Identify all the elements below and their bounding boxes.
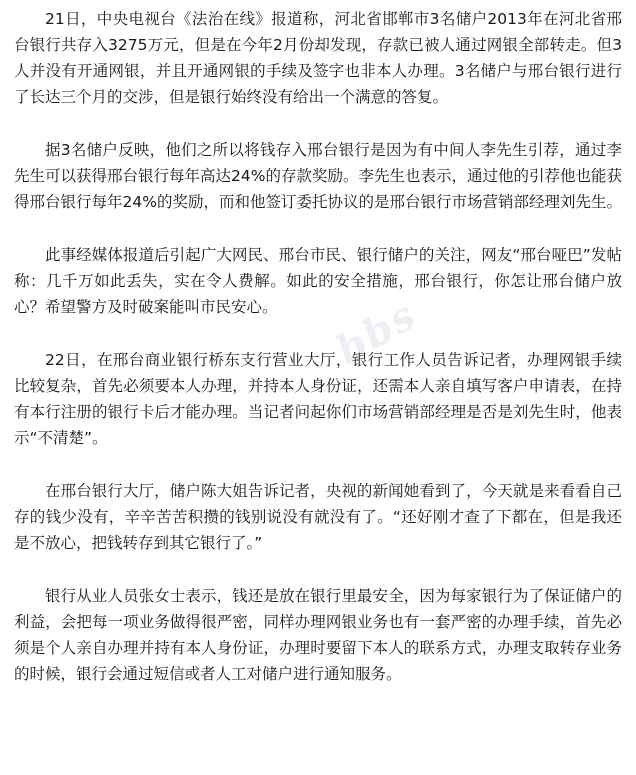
article-paragraph-2: 据3名储户反映，他们之所以将钱存入邢台银行是因为有中间人李先生引荐，通过李先生可以获得邢台银行每年高达24%的存款奖励。李先生也表示，通过他的引荐他也能获得邢台银行每年24%的奖励，而和他签订委托协议的是邢台银行市场营销部经理刘先生。 (14, 141, 622, 211)
article-paragraph-3: 此事经媒体报道后引起广大网民、邢台市民、银行储户的关注，网友“邢台哑巴”发帖称：几千万如此丢失，实在令人费解。如此的安全措施，邢台银行，你怎让邢台储户放心？希望警方及时破案能叫市民安心。 (14, 246, 622, 316)
article-paragraph-5: 在邢台银行大厅，储户陈大姐告诉记者，央视的新闻她看到了，今天就是来看看自己存的钱少没有，辛辛苦苦积攒的钱别说没有就没有了。“还好刚才查了下都在，但是我还是不放心，把钱转存到其它银行了。” (14, 482, 622, 552)
article-paragraph-6: 银行从业人员张女士表示，钱还是放在银行里最安全，因为每家银行为了保证储户的利益，会把每一项业务做得很严密，同样办理网银业务也有一套严密的办理手续，首先必须是个人亲自办理并持有本人身份证，办理时要留下本人的联系方式，办理支取转存业务的时候，银行会通过短信或者人工对储户进行通知服务。 (14, 587, 622, 683)
forum-watermark: bbs (328, 290, 425, 374)
news-article (14, 6, 622, 687)
article-paragraph-4: 22日，在邢台商业银行桥东支行营业大厅，银行工作人员告诉记者，办理网银手续比较复杂，首先必须要本人办理，并持本人身份证，还需本人亲自填写客户申请表，在持有本行注册的银行卡后才能办理。当记者问起你们市场营销部经理是否是刘先生时，他表示“不清楚”。 (14, 351, 622, 447)
article-paragraph-1: 21日，中央电视台《法治在线》报道称，河北省邯郸市3名储户2013年在河北省邢台银行共存入3275万元，但是在今年2月份却发现，存款已被人通过网银全部转走。但3人并没有开通网银，并且开通网银的手续及签字也非本人办理。3名储户与邢台银行进行了长达三个月的交涉，但是银行始终没有给出一个满意的答复。 (14, 10, 622, 106)
